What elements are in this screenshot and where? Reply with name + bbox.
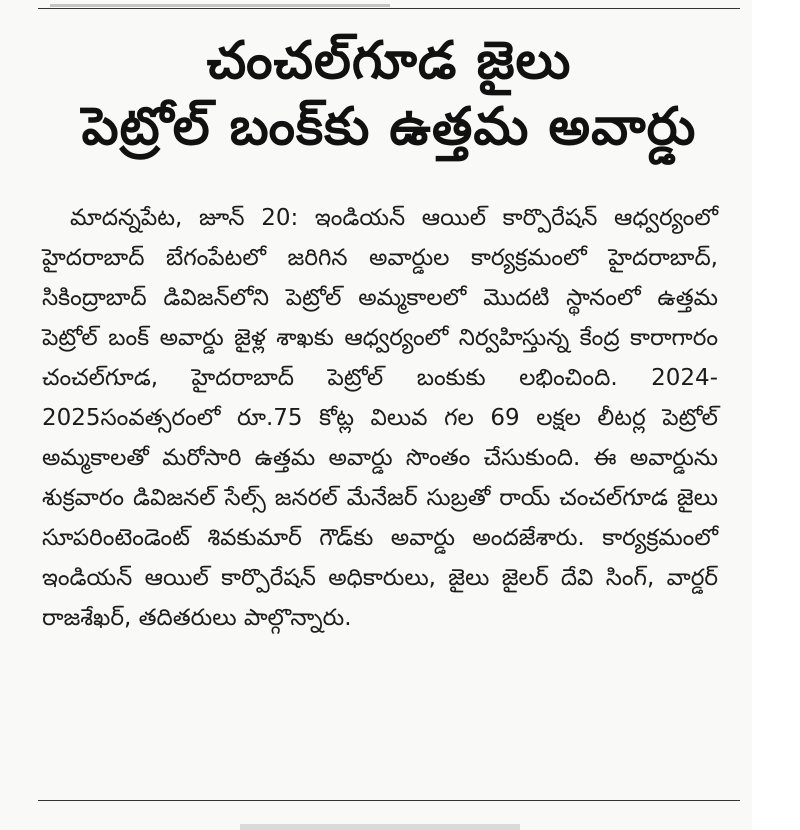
article-headline — [38, 28, 740, 160]
top-divider — [38, 8, 740, 9]
headline-line-1: చంచల్‌గూడ జైలు — [206, 31, 572, 91]
headline-line-2: పెట్రోల్ బంక్‌కు ఉత్తమ అవార్డు — [81, 97, 697, 157]
previous-article-remnant — [40, 0, 740, 12]
article-body: మాదన్నపేట, జూన్ 20: ఇండియన్ ఆయిల్ కార్పొరేషన్ ఆధ్వర్యంలో హైదరాబాద్ బేగంపేటలో జరిగిన అవార్డుల కార్యక్రమంలో హైదరాబాద్, సికింద్రాబాద్ డివిజన్‌లోని పెట్రోల్ అమ్మకాలలో మొదటి స్థానంలో ఉత్తమ పెట్రోల్ బంక్ అవార్డు జైళ్ల శాఖకు ఆధ్వర్యంలో నిర్వహిస్తున్న కేంద్ర కారాగారం చంచల్‌గూడ, హైదరాబాద్ పెట్రోల్ బంకుకు లభించింది. 2024-2025సంవత్సరంలో రూ.75 కోట్ల విలువ గల 69 లక్షల లీటర్ల పెట్రోల్ అమ్మకాలతో మరోసారి ఉత్తమ అవార్డు సొంతం చేసుకుంది. ఈ అవార్డును శుక్రవారం డివిజనల్ సేల్స్ జనరల్ మేనేజర్ సుబ్రతో రాయ్ చంచల్‌గూడ జైలు సూపరింటెండెంట్ శివకుమార్ గౌడ్‌కు అవార్డు అందజేశారు. కార్యక్రమంలో ఇండియన్ ఆయిల్ కార్పొరేషన్ అధికారులు, జైలు జైలర్ దేవి సింగ్, వార్డర్ రాజశేఖర్, తదితరులు పాల్గొన్నారు. — [42, 205, 718, 631]
page-margin — [752, 0, 800, 830]
next-article-remnant — [240, 814, 520, 830]
bottom-divider — [38, 800, 740, 801]
cropped-text-remnant — [50, 0, 390, 7]
